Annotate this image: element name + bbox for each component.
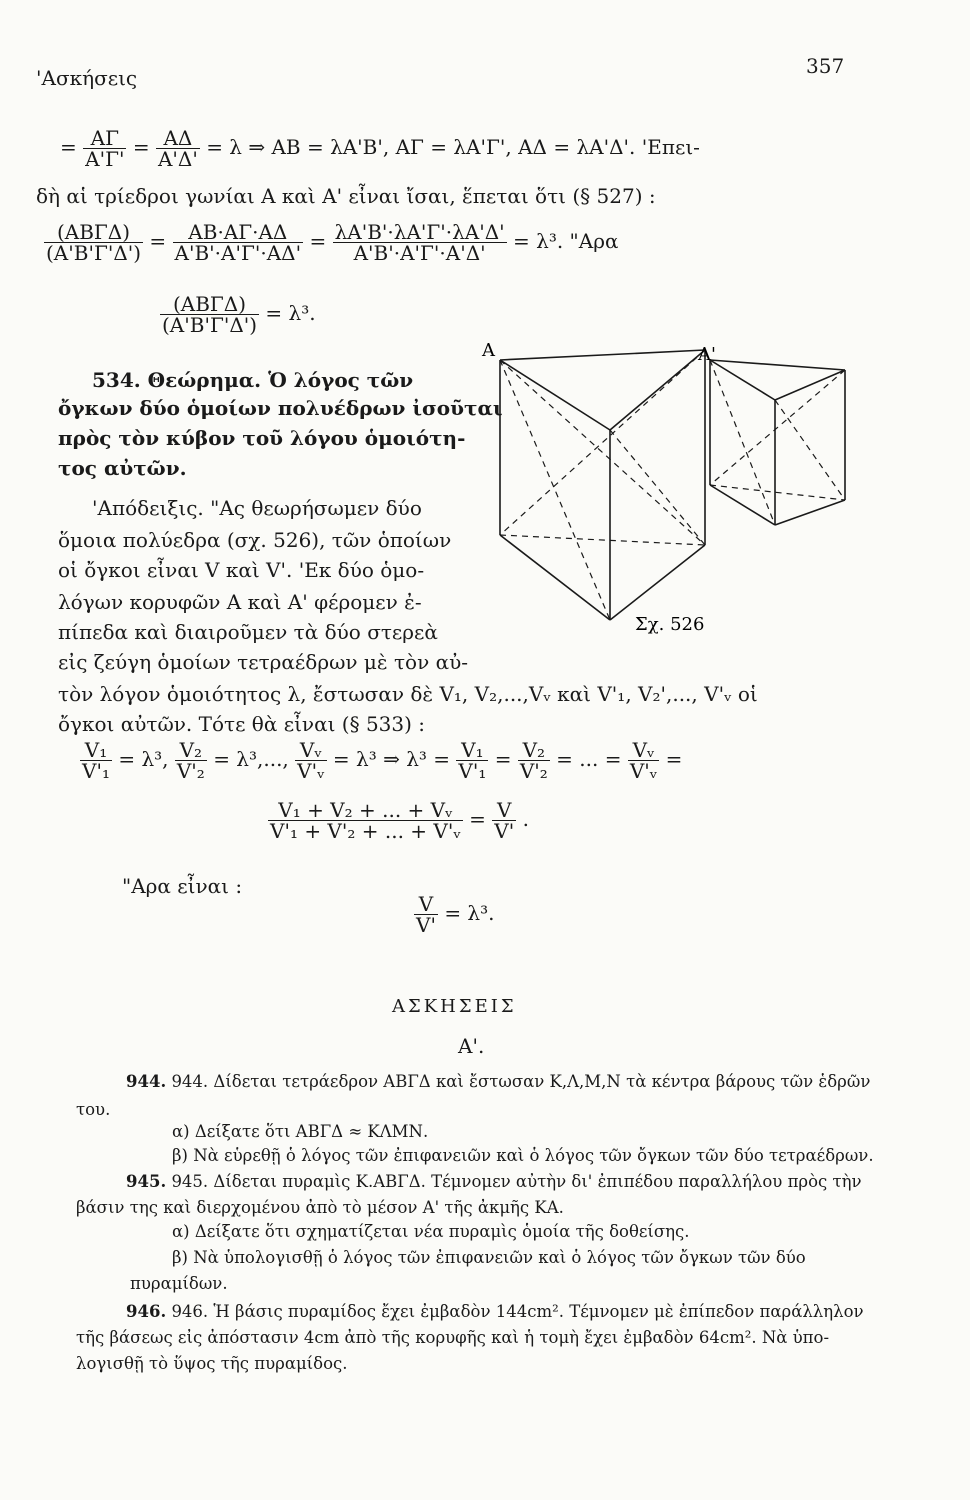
theorem-line: 534. Θεώρημα. Ὁ λόγος τῶν bbox=[92, 368, 414, 392]
equation-final: $\frac{V}{V'}$ = λ³. bbox=[416, 892, 495, 937]
exercise-line: α) Δείξατε ὅτι σχηματίζεται νέα πυραμὶς ὁμοία τῆς δοθείσης. bbox=[172, 1222, 690, 1241]
fraction: $\frac{A\Gamma}{A'\Gamma'}$ bbox=[85, 126, 125, 171]
exercise-line: β) Νὰ ὑπολογισθῇ ὁ λόγος τῶν ἐπιφανειῶν καὶ ὁ λόγος τῶν ὄγκων τῶν δύο bbox=[172, 1248, 806, 1267]
fraction: $\frac{\text{V₁}}{\text{V'₁}}$ bbox=[458, 738, 487, 783]
proof-line: εἰς ζεύγη ὁμοίων τετραέδρων μὲ τὸν αὐ- bbox=[58, 650, 469, 674]
theorem-line: τος αὐτῶν. bbox=[58, 456, 187, 480]
equation-sum: $\frac{\text{V₁ + V₂ + ... + Vᵥ}}{\text{V'₁ + V'₂ + ... + V'ᵥ}}$ = $\frac{V}{V'}$ . bbox=[270, 798, 529, 843]
proof-line: 'Απόδειξις. "Ας θεωρήσωμεν δύο bbox=[92, 496, 422, 520]
equation-line-3: $\frac{\text{(ΑΒΓΔ)}}{(A'B'\Gamma'\Delta')}$ = $\frac{AB\cdot A\Gamma\cdot A\Delta}{A'B'\cdot A'\Gamma'\cdot A\Delta'}$ = $\frac{\lambda A'B'\cdot\lambda A'\Gamma'\cdot\lambda A'\Delta'}{A'B'\cdot A'\Gamma'\cdot A'\Delta'}$ = λ³. "Αρα bbox=[46, 220, 619, 265]
large-prism bbox=[500, 350, 705, 620]
exercise-line: 944. 944. Δίδεται τετράεδρον ΑΒΓΔ καὶ ἔστωσαν Κ,Λ,Μ,Ν τὰ κέντρα βάρους τῶν ἑδρῶν bbox=[126, 1072, 871, 1091]
fraction: $\frac{A\Delta}{A'\Delta'}$ bbox=[157, 126, 198, 171]
exercise-line: β) Νὰ εὑρεθῇ ὁ λόγος τῶν ἐπιφανειῶν καὶ ὁ λόγος τῶν ὄγκων τῶν δύο τετραέδρων. bbox=[172, 1146, 874, 1165]
exercise-line: 946. 946. Ἡ βάσις πυραμίδος ἔχει ἐμβαδὸν 144cm². Τέμνομεν μὲ ἐπίπεδον παράλληλον bbox=[126, 1302, 864, 1321]
fraction: $\frac{\lambda A'B'\cdot\lambda A'\Gamma'\cdot\lambda A'\Delta'}{A'B'\cdot A'\Gamma'\cdot A'\Delta'}$ bbox=[334, 220, 505, 265]
exercise-line: του. bbox=[76, 1100, 111, 1119]
proof-line: οἱ ὄγκοι εἶναι V καὶ V'. 'Εκ δύο ὁμο- bbox=[58, 558, 425, 582]
proof-line: τὸν λόγον ὁμοιότητος λ, ἔστωσαν δὲ V₁, V₂,...,Vᵥ καὶ V'₁, V₂',..., V'ᵥ οἱ bbox=[58, 682, 758, 706]
page-number: 357 bbox=[806, 54, 845, 78]
fraction: $\frac{V}{V'}$ bbox=[416, 892, 436, 937]
exercise-line: α) Δείξατε ὅτι ΑΒΓΔ ≈ ΚΛΜΝ. bbox=[172, 1122, 429, 1141]
fraction: $\frac{AB\cdot A\Gamma\cdot A\Delta}{A'B'\cdot A'\Gamma'\cdot A\Delta'}$ bbox=[174, 220, 302, 265]
equation-line-1: = $\frac{A\Gamma}{A'\Gamma'}$ = $\frac{A\Delta}{A'\Delta'}$ = λ ⇒ ΑΒ = λΑ'Β', ΑΓ = λΑ'Γ', ΑΔ = λΑ'Δ'. 'Επει- bbox=[60, 126, 700, 171]
small-prism bbox=[710, 360, 845, 525]
fraction: $\frac{V}{V'}$ bbox=[494, 798, 515, 843]
theorem-line: πρὸς τὸν κύβον τοῦ λόγου ὁμοιότη- bbox=[58, 426, 466, 450]
vertex-label-a-prime: Α' bbox=[698, 344, 716, 365]
proof-line: ὄγκοι αὐτῶν. Τότε θὰ εἶναι (§ 533) : bbox=[58, 712, 426, 736]
running-header: 'Ασκήσεις bbox=[36, 66, 138, 90]
equation-ratios: $\frac{\text{V₁}}{\text{V'₁}}$ = λ³, $\frac{\text{V₂}}{\text{V'₂}}$ = λ³,..., $\frac{\text{Vᵥ}}{\text{V'ᵥ}}$ = λ³ ⇒ λ³ = $\frac{\text{V₁}}{\text{V'₁}}$ = $\frac{\text{V₂}}{\text{V'₂}}$ = ... = $\frac{\text{Vᵥ}}{\text{V'ᵥ}}$ = bbox=[82, 738, 683, 783]
fraction: $\frac{\text{V₂}}{\text{V'₂}}$ bbox=[176, 738, 205, 783]
figure-caption: Σχ. 526 bbox=[635, 614, 705, 635]
fraction: $\frac{\text{(ΑΒΓΔ)}}{(A'B'\Gamma'\Delta')}$ bbox=[162, 292, 258, 337]
figure-polyhedra bbox=[470, 330, 870, 650]
equation-line-4: $\frac{\text{(ΑΒΓΔ)}}{(A'B'\Gamma'\Delta')}$ = λ³. bbox=[162, 292, 316, 337]
exercise-line: 945. 945. Δίδεται πυραμὶς Κ.ΑΒΓΔ. Τέμνομεν αὐτὴν δι' ἐπιπέδου παραλλήλου πρὸς τὴν bbox=[126, 1172, 862, 1191]
fraction: $\frac{\text{(ΑΒΓΔ)}}{(A'B'\Gamma'\Delta')}$ bbox=[46, 220, 142, 265]
exercise-line: τῆς βάσεως εἰς ἀπόστασιν 4cm ἀπὸ τῆς κορυφῆς καὶ ἡ τομὴ ἔχει ἐμβαδὸν 64cm². Νὰ ὑπο- bbox=[76, 1328, 830, 1347]
exercises-title: ΑΣΚΗΣΕΙΣ bbox=[392, 996, 517, 1017]
exercise-line: πυραμίδων. bbox=[130, 1274, 228, 1293]
ara-label: "Αρα εἶναι : bbox=[122, 874, 243, 898]
section-label: Α'. bbox=[458, 1034, 485, 1058]
proof-line: ὅμοια πολύεδρα (σχ. 526), τῶν ὁποίων bbox=[58, 528, 452, 552]
exercise-line: λογισθῇ τὸ ὕψος τῆς πυραμίδος. bbox=[76, 1354, 348, 1373]
fraction: $\frac{\text{V₂}}{\text{V'₂}}$ bbox=[519, 738, 548, 783]
fraction: $\frac{\text{Vᵥ}}{\text{V'ᵥ}}$ bbox=[297, 738, 325, 783]
fraction: $\frac{\text{V₁}}{\text{V'₁}}$ bbox=[82, 738, 110, 783]
fraction: $\frac{\text{Vᵥ}}{\text{V'ᵥ}}$ bbox=[629, 738, 658, 783]
vertex-label-a: Α bbox=[482, 340, 495, 361]
fraction: $\frac{\text{V₁ + V₂ + ... + Vᵥ}}{\text{V'₁ + V'₂ + ... + V'ᵥ}}$ bbox=[270, 798, 461, 843]
text-line: δὴ αἱ τρίεδροι γωνίαι Α καὶ Α' εἶναι ἴσαι, ἕπεται ὅτι (§ 527) : bbox=[36, 184, 656, 208]
proof-line: πίπεδα καὶ διαιροῦμεν τὰ δύο στερεὰ bbox=[58, 620, 438, 644]
theorem-line: ὄγκων δύο ὁμοίων πολυέδρων ἰσοῦται bbox=[58, 396, 503, 420]
proof-line: λόγων κορυφῶν Α καὶ Α' φέρομεν ἐ- bbox=[58, 590, 422, 614]
exercise-line: βάσιν της καὶ διερχομένου ἀπὸ τὸ μέσον Α' τῆς ἀκμῆς ΚΑ. bbox=[76, 1198, 564, 1217]
